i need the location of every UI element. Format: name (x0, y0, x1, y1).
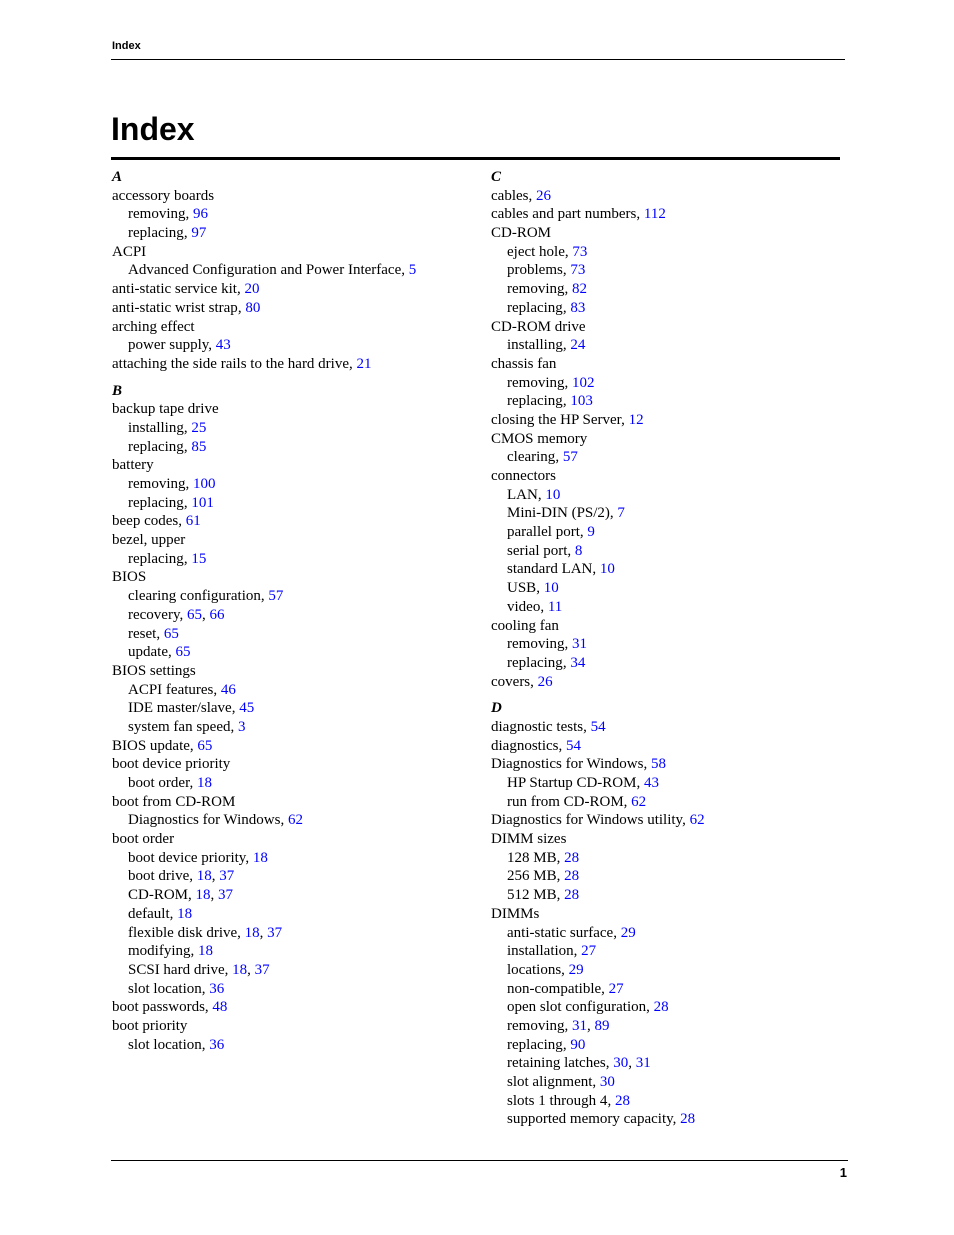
section-letter: B (112, 382, 123, 399)
header-rule (111, 59, 845, 60)
entry-label: cables and part numbers (491, 206, 637, 223)
entry-label: boot order (128, 775, 190, 791)
page-link[interactable]: 48 (212, 999, 228, 1016)
page-link[interactable]: 10 (545, 486, 561, 503)
index-entry: beep codes, 61 (112, 513, 201, 530)
entry-label: diagnostic tests (491, 718, 584, 735)
entry-label: diagnostics (491, 737, 559, 754)
page-link[interactable]: 112 (643, 206, 666, 223)
entry-label: clearing (507, 449, 556, 466)
index-subentry: replacing, 97 (128, 225, 207, 242)
index-subentry: installing, 25 (128, 419, 207, 436)
index-entry (491, 617, 851, 636)
entry-label: removing (507, 281, 565, 298)
entry-label: retaining latches (507, 1055, 606, 1072)
index-subentry: Diagnostics for Windows, 62 (128, 812, 303, 829)
index-subentry: power supply, 43 (128, 337, 231, 354)
entry-label: CD-ROM drive (491, 318, 586, 335)
index-subentry: replacing, 85 (128, 438, 207, 455)
index-subentry: boot device priority, 18 (128, 849, 268, 866)
page-link[interactable]: 29 (568, 961, 584, 978)
page-link[interactable]: 102 (572, 374, 595, 391)
page-link[interactable]: 85 (191, 438, 207, 455)
index-entry: cables and part numbers, 112 (491, 206, 666, 223)
entry-label: USB (507, 580, 537, 597)
page-link[interactable]: 73 (570, 262, 586, 279)
entry-label: parallel port (507, 524, 580, 541)
entry-label: Diagnostics for Windows (128, 812, 281, 829)
entry-label: replacing (128, 225, 184, 242)
page-link[interactable]: 5 (408, 262, 417, 279)
entry-label: boot passwords (112, 999, 205, 1016)
entry-label: clearing configuration (128, 588, 261, 605)
index-subentry: HP Startup CD-ROM, 43 (507, 775, 659, 791)
page-link[interactable]: 37 (254, 961, 270, 978)
index-entry (491, 830, 851, 849)
page-link[interactable]: 12 (628, 411, 644, 428)
page-link[interactable]: 9 (587, 524, 595, 541)
index-subentry: serial port, 8 (507, 542, 583, 559)
entry-label: standard LAN (507, 561, 593, 578)
page-link[interactable]: 57 (268, 588, 284, 605)
page-link[interactable]: 18 (232, 961, 248, 978)
index-entry (491, 355, 851, 374)
index-subentry: replacing, 90 (507, 1036, 586, 1053)
entry-label: replacing (128, 438, 184, 455)
page-link[interactable]: 28 (564, 868, 580, 885)
page-link[interactable]: 31 (572, 1017, 587, 1034)
index-entry: covers, 26 (491, 673, 553, 690)
index-subentry: recovery, 65, 66 (128, 606, 225, 623)
page-link[interactable]: 10 (599, 561, 615, 578)
index-subentry: replacing, 83 (507, 299, 586, 316)
entry-label: 512 MB (507, 887, 557, 904)
entry-label: non-compatible (507, 980, 602, 997)
entry-label: BIOS update (112, 737, 190, 754)
page-link[interactable]: 58 (650, 756, 666, 773)
index-entry: diagnostics, 54 (491, 737, 581, 754)
section-letter: D (491, 700, 502, 717)
entry-label: slots 1 through 4 (507, 1092, 608, 1109)
index-subentry: 256 MB, 28 (507, 868, 580, 885)
page-link[interactable]: 89 (594, 1017, 610, 1034)
page-link[interactable]: 100 (193, 476, 216, 492)
page-link[interactable]: 30 (613, 1055, 629, 1072)
entry-label: replacing (507, 654, 563, 671)
entry-label: ACPI (112, 243, 147, 260)
entry-label: LAN (507, 486, 538, 503)
page-link[interactable]: 31 (572, 636, 587, 653)
index-subentry: supported memory capacity, 28 (507, 1111, 696, 1128)
index-subentry: IDE master/slave, 45 (128, 700, 255, 717)
entry-label: boot drive (128, 868, 190, 885)
entry-label: anti-static wrist strap (112, 299, 238, 316)
page-link[interactable]: 29 (620, 924, 636, 941)
page-link[interactable]: 28 (564, 887, 580, 904)
index-entry (491, 467, 851, 486)
entry-label: 256 MB (507, 868, 557, 885)
page-link[interactable]: 18 (195, 887, 211, 904)
page-link[interactable]: 54 (590, 718, 606, 735)
index-subentry: replacing, 101 (128, 494, 214, 511)
page-link[interactable]: 7 (617, 505, 625, 522)
index-subentry: clearing configuration, 57 (128, 588, 284, 605)
index-entry (112, 187, 472, 206)
entry-label: installing (507, 337, 563, 354)
index-entry: BIOS update, 65 (112, 737, 213, 754)
entry-label: locations (507, 961, 562, 978)
entry-label: run from CD-ROM (507, 793, 624, 810)
entry-label: open slot configuration (507, 999, 647, 1016)
index-subentry: clearing, 57 (507, 449, 578, 466)
index-subentry: slots 1 through 4, 28 (507, 1092, 630, 1109)
entry-label: slot location (128, 980, 202, 997)
entry-label: bezel, upper (112, 532, 186, 549)
entry-label: boot from CD-ROM (112, 793, 236, 810)
index-subentry: installing, 24 (507, 337, 586, 354)
page-link[interactable]: 82 (572, 281, 587, 298)
index-entry: closing the HP Server, 12 (491, 411, 644, 428)
page-link[interactable]: 62 (689, 812, 705, 829)
page-link[interactable]: 18 (252, 849, 268, 866)
page-link[interactable]: 8 (574, 542, 583, 559)
entry-label: CD-ROM (491, 225, 552, 242)
index-section (491, 699, 851, 1129)
index-entry (112, 830, 472, 849)
index-subentry: removing, 96 (128, 206, 208, 223)
index-subentry: Advanced Configuration and Power Interface, 5 (128, 262, 417, 279)
entry-label: SCSI hard drive (128, 961, 225, 978)
page-link[interactable]: 66 (209, 606, 225, 623)
index-entry (112, 318, 472, 337)
section-letter: C (491, 169, 502, 185)
page-link[interactable]: 61 (185, 513, 201, 530)
entry-label: connectors (491, 468, 556, 484)
index-entry (112, 568, 472, 587)
page-link[interactable]: 31 (635, 1055, 651, 1072)
page-link[interactable]: 37 (218, 887, 234, 904)
page-link[interactable]: 36 (209, 980, 225, 997)
entry-label: removing (507, 374, 565, 391)
entry-label: HP Startup CD-ROM (507, 775, 637, 791)
entry-label: Advanced Configuration and Power Interface (128, 262, 402, 279)
index-entry: diagnostic tests, 54 (491, 718, 606, 735)
page-link[interactable]: 28 (614, 1092, 630, 1109)
page-link[interactable]: 21 (356, 355, 372, 372)
entry-label: anti-static service kit (112, 281, 237, 298)
entry-label: removing (507, 1017, 565, 1034)
page-link[interactable]: 54 (566, 737, 581, 754)
entry-label: supported memory capacity (507, 1111, 673, 1128)
entry-label: closing the HP Server (491, 411, 622, 428)
index-subentry: video, 11 (507, 598, 563, 615)
index-subentry: run from CD-ROM, 62 (507, 793, 647, 810)
entry-label: eject hole (507, 243, 565, 260)
section-letter: A (112, 169, 123, 185)
entry-label: CMOS memory (491, 430, 588, 447)
index-subentry: parallel port, 9 (507, 524, 595, 541)
page-link[interactable]: 3 (237, 718, 246, 735)
page-title: Index (111, 111, 195, 147)
index-subentry: CD-ROM, 18, 37 (128, 887, 234, 904)
entry-label: DIMM sizes (491, 831, 567, 848)
entry-label: video (507, 598, 541, 615)
entry-label: anti-static surface (507, 924, 614, 941)
entry-label: replacing (128, 550, 184, 567)
entry-label: reset (128, 625, 157, 642)
index-entry (491, 224, 851, 243)
entry-label: BIOS settings (112, 662, 196, 679)
page-link[interactable]: 15 (191, 550, 207, 567)
entry-label: accessory boards (112, 187, 215, 204)
entry-label: problems (507, 262, 563, 279)
index-subentry: update, 65 (128, 644, 191, 661)
index-entry (112, 662, 472, 681)
running-header: Index (112, 40, 141, 52)
index-subentry: boot order, 18 (128, 775, 212, 791)
page-link[interactable]: 43 (643, 775, 659, 791)
index-subentry: modifying, 18 (128, 943, 213, 960)
entry-label: replacing (507, 393, 563, 410)
entry-label: Mini-DIN (PS/2) (507, 505, 610, 522)
page-link[interactable]: 18 (198, 943, 213, 960)
entry-label: BIOS (112, 569, 147, 586)
index-entry: cables, 26 (491, 187, 551, 204)
index-entry: attaching the side rails to the hard drive, 21 (112, 355, 372, 372)
entry-label: Diagnostics for Windows (491, 756, 644, 773)
page-link[interactable]: 26 (537, 673, 553, 690)
index-subentry: default, 18 (128, 905, 193, 922)
page-link[interactable]: 28 (564, 849, 580, 866)
entry-label: removing (128, 206, 186, 223)
entry-label: replacing (128, 494, 184, 511)
index-subentry: replacing, 15 (128, 550, 207, 567)
index-entry (112, 456, 472, 475)
page-link[interactable]: 20 (244, 281, 260, 298)
entry-label: DIMMs (491, 905, 540, 922)
page-link[interactable]: 10 (543, 580, 559, 597)
index-subentry: boot drive, 18, 37 (128, 868, 235, 885)
index-entry (112, 793, 472, 812)
page-link[interactable]: 62 (631, 793, 647, 810)
page-link[interactable]: 37 (219, 868, 235, 885)
page-link[interactable]: 96 (193, 206, 208, 223)
entry-label: replacing (507, 1036, 563, 1053)
index-column-left (112, 168, 472, 1062)
index-subentry: locations, 29 (507, 961, 584, 978)
entry-label: flexible disk drive (128, 924, 238, 941)
page-link[interactable]: 27 (581, 943, 597, 960)
index-subentry: anti-static surface, 29 (507, 924, 636, 941)
entry-label: installation (507, 943, 574, 960)
entry-label: cooling fan (491, 617, 559, 634)
page-link[interactable]: 65 (197, 737, 213, 754)
entry-label: removing (507, 636, 565, 653)
index-subentry: non-compatible, 27 (507, 980, 624, 997)
entry-label: removing (128, 476, 186, 492)
index-subentry: LAN, 10 (507, 486, 561, 503)
index-entry: Diagnostics for Windows utility, 62 (491, 812, 705, 829)
page-link[interactable]: 65 (187, 606, 202, 623)
index-subentry: removing, 82 (507, 281, 587, 298)
entry-label: chassis fan (491, 355, 557, 372)
entry-label: battery (112, 457, 154, 474)
index-subentry: Mini-DIN (PS/2), 7 (507, 505, 625, 522)
page-link[interactable]: 18 (177, 905, 193, 922)
page-link[interactable]: 18 (244, 924, 260, 941)
index-entry (491, 905, 851, 924)
index-subentry: USB, 10 (507, 580, 559, 597)
page-number: 1 (839, 1165, 847, 1180)
index-subentry: ACPI features, 46 (128, 681, 236, 698)
index-entry: boot passwords, 48 (112, 999, 228, 1016)
entry-label: Diagnostics for Windows utility (491, 812, 683, 829)
page-link[interactable]: 18 (196, 775, 212, 791)
index-subentry: removing, 31, 89 (507, 1017, 610, 1034)
index-section (112, 168, 472, 374)
index-subentry: open slot configuration, 28 (507, 999, 669, 1016)
entry-label: serial port (507, 542, 568, 559)
page-link[interactable]: 26 (535, 187, 551, 204)
entry-label: replacing (507, 299, 563, 316)
index-subentry: removing, 31 (507, 636, 587, 653)
entry-label: modifying (128, 943, 191, 960)
index-subentry: SCSI hard drive, 18, 37 (128, 961, 270, 978)
page-link[interactable]: 101 (191, 494, 214, 511)
footer-rule (111, 1160, 848, 1161)
page-link[interactable]: 46 (220, 681, 236, 698)
index-subentry: replacing, 103 (507, 393, 593, 410)
page-link[interactable]: 30 (599, 1074, 615, 1090)
entry-label: arching effect (112, 318, 195, 335)
index-subentry: system fan speed, 3 (128, 718, 246, 735)
index-subentry: 128 MB, 28 (507, 849, 580, 866)
index-section (112, 382, 472, 1055)
page-link[interactable]: 62 (287, 812, 303, 829)
page-link[interactable]: 28 (680, 1111, 696, 1128)
page-link[interactable]: 65 (163, 625, 179, 642)
index-subentry: removing, 100 (128, 476, 216, 492)
index-subentry: installation, 27 (507, 943, 597, 960)
index-entry (491, 430, 851, 449)
index-section (491, 168, 851, 691)
entry-label: backup tape drive (112, 401, 219, 418)
page-link[interactable]: 18 (196, 868, 212, 885)
entry-label: boot priority (112, 1017, 188, 1034)
entry-label: ACPI features (128, 681, 214, 698)
page-link[interactable]: 28 (653, 999, 669, 1016)
index-entry (112, 531, 472, 550)
entry-label: power supply (128, 337, 209, 354)
index-entry (112, 755, 472, 774)
index-subentry: slot alignment, 30 (507, 1074, 615, 1090)
page-link[interactable]: 34 (570, 654, 586, 671)
index-entry (112, 243, 472, 262)
entry-label: boot device priority (128, 849, 246, 866)
index-entry: anti-static service kit, 20 (112, 281, 260, 298)
title-rule (111, 157, 840, 160)
entry-label: beep codes (112, 513, 179, 530)
page-link[interactable]: 65 (175, 644, 191, 661)
index-subentry: slot location, 36 (128, 980, 225, 997)
index-subentry: retaining latches, 30, 31 (507, 1055, 651, 1072)
index-entry (112, 1017, 472, 1036)
page-link[interactable]: 45 (239, 700, 255, 717)
index-entry (491, 318, 851, 337)
entry-label: slot location (128, 1036, 202, 1053)
page-link[interactable]: 37 (267, 924, 283, 941)
entry-label: recovery (128, 606, 180, 623)
page-link[interactable]: 73 (572, 243, 588, 260)
page-link[interactable]: 90 (570, 1036, 586, 1053)
page-link[interactable]: 25 (191, 419, 207, 436)
page-link[interactable]: 27 (608, 980, 624, 997)
index-entry: anti-static wrist strap, 80 (112, 299, 261, 316)
index-subentry: flexible disk drive, 18, 37 (128, 924, 283, 941)
index-entry (112, 400, 472, 419)
entry-label: installing (128, 419, 184, 436)
entry-label: covers (491, 673, 531, 690)
entry-label: CD-ROM (128, 887, 189, 904)
page-link[interactable]: 43 (215, 337, 231, 354)
page-link[interactable]: 83 (570, 299, 586, 316)
page-link[interactable]: 36 (209, 1036, 225, 1053)
entry-label: update (128, 644, 168, 661)
index-subentry: replacing, 34 (507, 654, 586, 671)
index-subentry: reset, 65 (128, 625, 179, 642)
page-link[interactable]: 97 (191, 225, 207, 242)
page-link[interactable]: 11 (547, 598, 563, 615)
index-subentry: 512 MB, 28 (507, 887, 580, 904)
index-subentry: removing, 102 (507, 374, 595, 391)
entry-label: IDE master/slave (128, 700, 232, 717)
index-subentry: slot location, 36 (128, 1036, 225, 1053)
index-column-right (491, 168, 851, 1137)
page-link[interactable]: 80 (245, 299, 261, 316)
entry-label: boot device priority (112, 756, 231, 773)
page-link[interactable]: 103 (570, 393, 593, 410)
page-link[interactable]: 24 (570, 337, 586, 354)
entry-label: slot alignment (507, 1074, 593, 1090)
index-subentry: problems, 73 (507, 262, 586, 279)
entry-label: 128 MB (507, 849, 557, 866)
entry-label: default (128, 905, 170, 922)
entry-label: boot order (112, 831, 175, 848)
entry-label: attaching the side rails to the hard drive (112, 355, 350, 372)
entry-label: cables (491, 187, 529, 204)
index-entry: Diagnostics for Windows, 58 (491, 756, 666, 773)
entry-label: system fan speed (128, 718, 231, 735)
index-subentry: eject hole, 73 (507, 243, 588, 260)
index-subentry: standard LAN, 10 (507, 561, 615, 578)
page-link[interactable]: 57 (562, 449, 578, 466)
